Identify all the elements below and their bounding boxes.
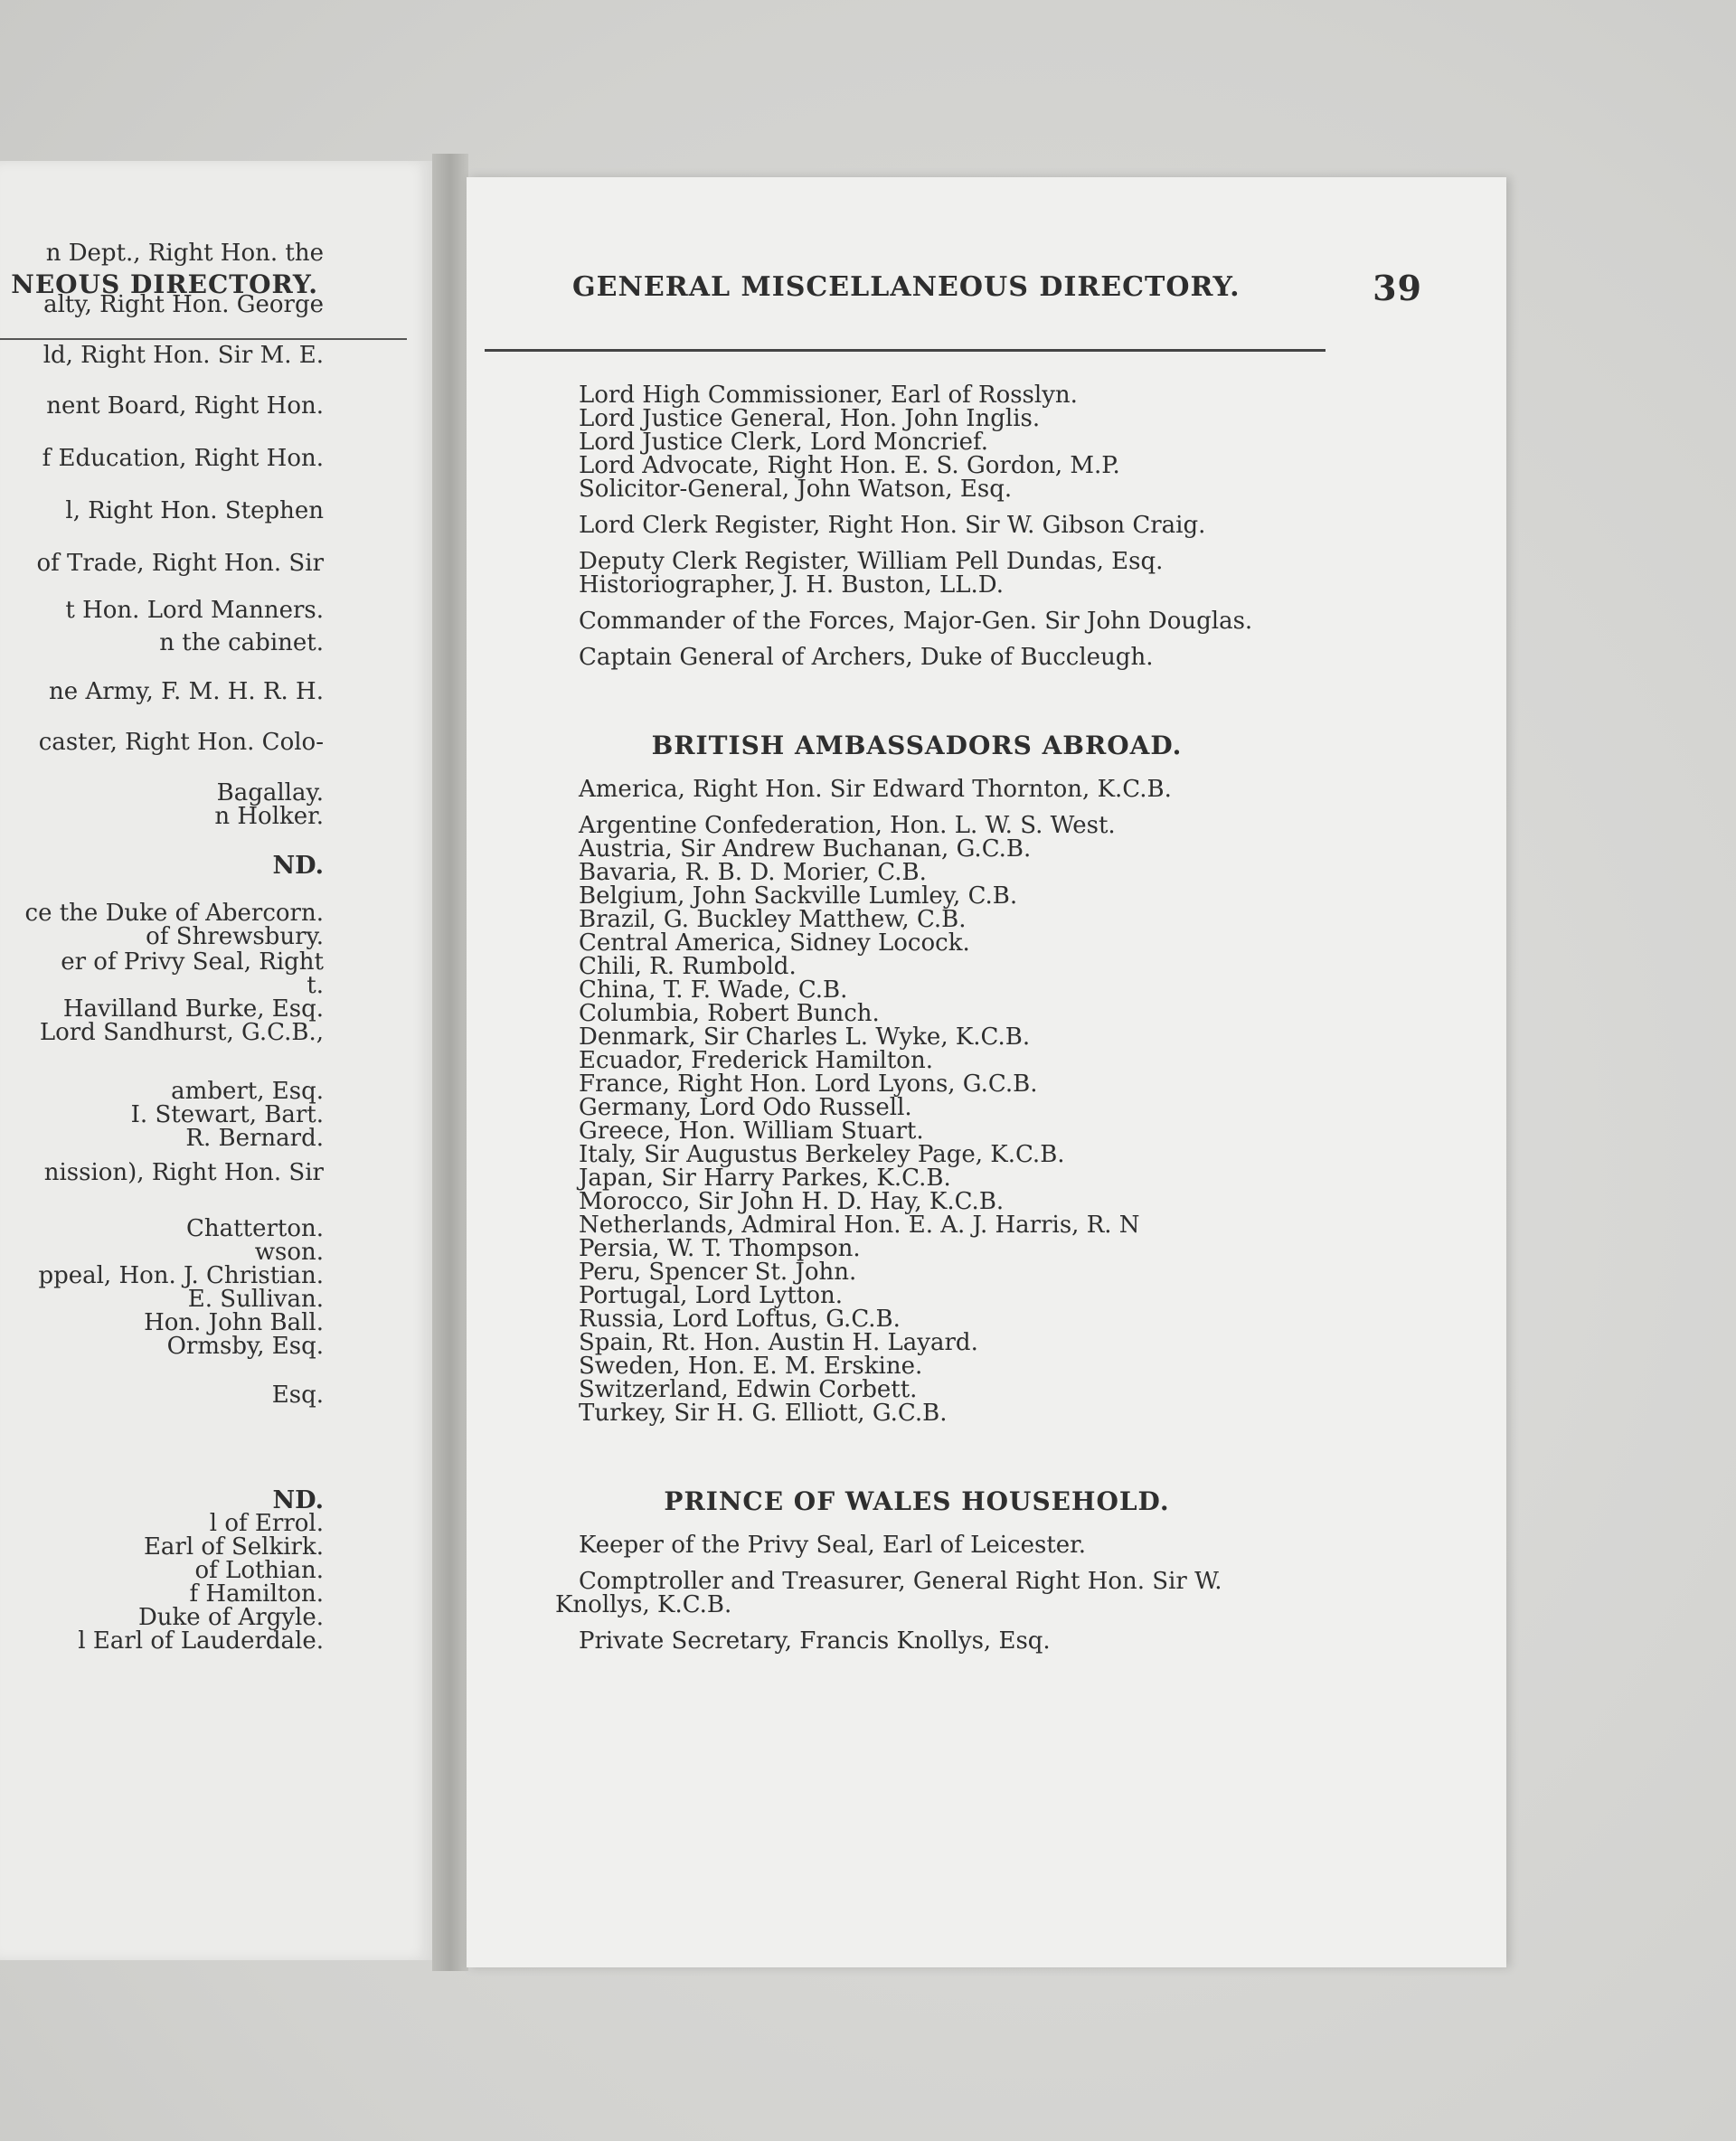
left-page-line: ce the Duke of Abercorn. <box>24 900 324 927</box>
left-page-line: Ormsby, Esq. <box>166 1333 324 1360</box>
ambassador-entry: Germany, Lord Odo Russell. <box>579 1094 912 1121</box>
ambassador-entry: Switzerland, Edwin Corbett. <box>579 1376 918 1403</box>
left-page-line: t Hon. Lord Manners. <box>65 597 324 624</box>
ambassador-entry: Italy, Sir Augustus Berkeley Page, K.C.B. <box>579 1141 1065 1168</box>
ambassador-entry: Brazil, G. Buckley Matthew, C.B. <box>579 906 967 933</box>
left-page-line: E. Sullivan. <box>187 1286 324 1313</box>
left-page-line: nent Board, Right Hon. <box>46 392 324 420</box>
ambassador-entry: Columbia, Robert Bunch. <box>579 1000 880 1027</box>
directory-entry: Commander of the Forces, Major-Gen. Sir John Douglas. <box>579 608 1253 635</box>
directory-entry: Lord Justice General, Hon. John Inglis. <box>579 405 1041 432</box>
ambassador-entry: Chili, R. Rumbold. <box>579 953 797 980</box>
prince-household-list <box>555 1533 1278 1653</box>
ambassador-entry: Bavaria, R. B. D. Morier, C.B. <box>579 859 927 886</box>
left-page-line: t. <box>307 972 324 999</box>
left-page-line: Earl of Selkirk. <box>143 1533 324 1561</box>
ambassador-entry: Greece, Hon. William Stuart. <box>579 1118 924 1145</box>
directory-entry: Lord Justice Clerk, Lord Moncrief. <box>579 429 988 456</box>
scotland-officers-list <box>555 383 1278 669</box>
ambassador-entry: Russia, Lord Loftus, G.C.B. <box>579 1306 901 1333</box>
left-page-line: of Lothian. <box>194 1557 324 1584</box>
ambassador-entry: Netherlands, Admiral Hon. E. A. J. Harris, R. N <box>579 1212 1140 1239</box>
left-page-line: R. Bernard. <box>185 1125 324 1152</box>
left-section-heading: ND. <box>272 852 324 880</box>
left-section-heading: ND. <box>272 1486 324 1514</box>
left-page-header: NEOUS DIRECTORY. <box>11 269 318 299</box>
left-page-line: Esq. <box>271 1382 324 1409</box>
left-page-line: Havilland Burke, Esq. <box>62 995 324 1023</box>
left-page-line: of Shrewsbury. <box>146 923 324 950</box>
section-title-prince-household: PRINCE OF WALES HOUSEHOLD. <box>664 1486 1170 1516</box>
left-page-line: f Hamilton. <box>189 1580 324 1608</box>
directory-entry: Solicitor-General, John Watson, Esq. <box>579 476 1013 503</box>
household-entry: Comptroller and Treasurer, General Right Hon. Sir W. Knollys, K.C.B. <box>555 1568 1222 1618</box>
left-page-line: Chatterton. <box>186 1215 324 1242</box>
left-page-line: Lord Sandhurst, G.C.B., <box>39 1019 324 1046</box>
left-page-line: f Education, Right Hon. <box>42 445 324 472</box>
left-page-line: l, Right Hon. Stephen <box>65 497 324 524</box>
page-content <box>555 383 1278 1653</box>
ambassador-entry: France, Right Hon. Lord Lyons, G.C.B. <box>579 1070 1038 1098</box>
left-page-line: er of Privy Seal, Right <box>61 948 324 976</box>
left-page-line: l of Errol. <box>209 1510 324 1537</box>
ambassador-entry: Morocco, Sir John H. D. Hay, K.C.B. <box>579 1188 1005 1215</box>
left-page-line: Bagallay. <box>216 779 324 806</box>
left-page-line: ambert, Esq. <box>171 1078 324 1105</box>
left-page <box>0 161 432 1960</box>
right-page <box>467 177 1506 1967</box>
left-page-line: n Holker. <box>214 803 324 830</box>
ambassador-entry: Central America, Sidney Locock. <box>579 929 970 957</box>
directory-entry: Lord High Commissioner, Earl of Rosslyn. <box>579 382 1078 409</box>
left-page-line: of Trade, Right Hon. Sir <box>36 550 324 577</box>
left-page-line: n the cabinet. <box>159 629 324 656</box>
header-rule <box>485 349 1326 352</box>
ambassador-entry: Peru, Spencer St. John. <box>579 1259 857 1286</box>
ambassador-entry: Persia, W. T. Thompson. <box>579 1235 861 1262</box>
running-title: GENERAL MISCELLANEOUS DIRECTORY. <box>572 271 1241 303</box>
left-page-line: I. Stewart, Bart. <box>130 1101 324 1128</box>
household-entry: Private Secretary, Francis Knollys, Esq. <box>579 1627 1051 1655</box>
left-page-line: caster, Right Hon. Colo- <box>38 729 324 756</box>
ambassador-entry: Belgium, John Sackville Lumley, C.B. <box>579 882 1018 910</box>
directory-entry: Captain General of Archers, Duke of Buccleugh. <box>579 644 1154 671</box>
directory-entry: Deputy Clerk Register, William Pell Dundas, Esq. <box>579 548 1164 575</box>
ambassador-entry: Japan, Sir Harry Parkes, K.C.B. <box>579 1165 951 1192</box>
ambassador-entry: Spain, Rt. Hon. Austin H. Layard. <box>579 1329 978 1356</box>
ambassador-entry: Austria, Sir Andrew Buchanan, G.C.B. <box>579 835 1032 863</box>
left-page-line: ppeal, Hon. J. Christian. <box>38 1262 324 1289</box>
left-page-line: ne Army, F. M. H. R. H. <box>49 678 324 705</box>
ambassadors-list <box>555 778 1278 1425</box>
left-page-line: wson. <box>254 1239 324 1266</box>
left-page-line: Duke of Argyle. <box>137 1604 324 1631</box>
ambassador-entry: Denmark, Sir Charles L. Wyke, K.C.B. <box>579 1023 1031 1051</box>
page-number: 39 <box>1373 268 1422 308</box>
left-page-line: alty, Right Hon. George <box>43 291 324 318</box>
book-gutter <box>432 154 468 1971</box>
left-page-line: nission), Right Hon. Sir <box>43 1159 324 1186</box>
ambassador-entry: Argentine Confederation, Hon. L. W. S. West. <box>579 812 1116 839</box>
directory-entry: Historiographer, J. H. Buston, LL.D. <box>579 571 1004 599</box>
ambassador-entry: China, T. F. Wade, C.B. <box>579 976 848 1004</box>
left-page-line: ld, Right Hon. Sir M. E. <box>42 342 324 369</box>
left-page-line: l Earl of Lauderdale. <box>78 1627 324 1655</box>
page-header <box>572 268 1422 308</box>
ambassador-entry: Sweden, Hon. E. M. Erskine. <box>579 1353 923 1380</box>
ambassador-entry: Portugal, Lord Lytton. <box>579 1282 844 1309</box>
ambassador-entry: Ecuador, Frederick Hamilton. <box>579 1047 933 1074</box>
household-entry: Keeper of the Privy Seal, Earl of Leicester. <box>579 1532 1086 1559</box>
left-page-line: Hon. John Ball. <box>144 1309 324 1336</box>
left-page-line: n Dept., Right Hon. the <box>45 240 324 267</box>
left-header-rule <box>0 338 407 340</box>
ambassador-entry: Turkey, Sir H. G. Elliott, G.C.B. <box>579 1400 948 1427</box>
section-title-ambassadors: BRITISH AMBASSADORS ABROAD. <box>651 731 1183 760</box>
directory-entry: Lord Clerk Register, Right Hon. Sir W. Gibson Craig. <box>579 512 1206 539</box>
directory-entry: Lord Advocate, Right Hon. E. S. Gordon, M.P. <box>579 452 1120 479</box>
ambassador-entry: America, Right Hon. Sir Edward Thornton, K.C.B. <box>579 776 1172 803</box>
